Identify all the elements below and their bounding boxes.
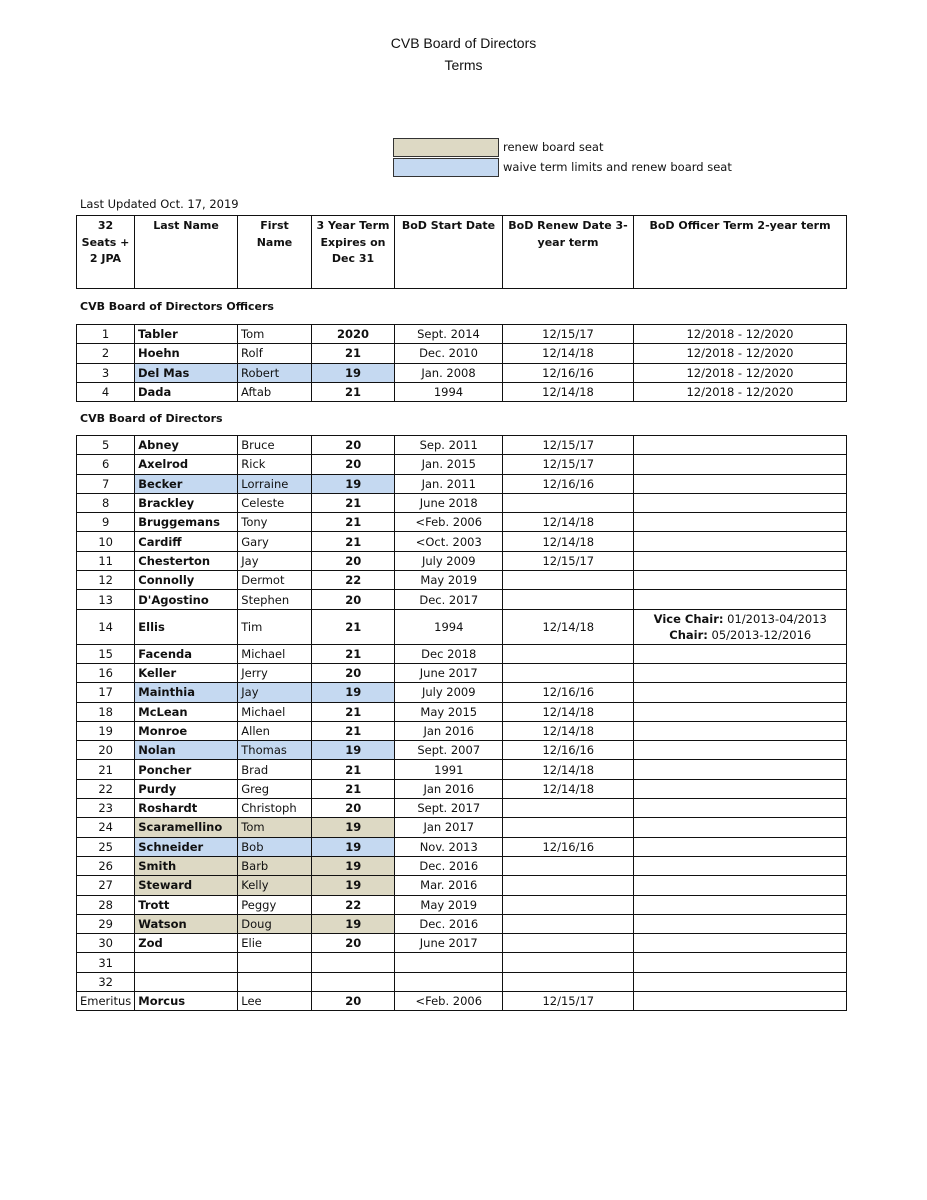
officer-term-cell — [634, 436, 847, 455]
renew-date-cell — [503, 590, 634, 609]
last-name-cell: Zod — [135, 934, 238, 953]
last-name-cell: Scaramellino — [135, 818, 238, 837]
last-name-cell: Cardiff — [135, 532, 238, 551]
renew-date-cell: 12/16/16 — [503, 474, 634, 493]
start-date-cell — [395, 953, 503, 972]
start-date-cell: Sep. 2011 — [395, 436, 503, 455]
first-name-cell: Rolf — [238, 344, 312, 363]
renew-date-cell: 12/14/18 — [503, 513, 634, 532]
legend-waive — [393, 157, 732, 177]
first-name-cell: Barb — [238, 856, 312, 875]
officer-term-cell — [634, 551, 847, 570]
first-name-cell: Christoph — [238, 799, 312, 818]
expires-cell — [312, 972, 395, 991]
start-date-cell: 1991 — [395, 760, 503, 779]
first-name-cell: Greg — [238, 779, 312, 798]
renew-date-cell — [503, 493, 634, 512]
expires-cell: 19 — [312, 914, 395, 933]
table-row — [77, 513, 847, 532]
officer-term-cell — [634, 953, 847, 972]
last-name-cell: Steward — [135, 876, 238, 895]
last-name-cell: Purdy — [135, 779, 238, 798]
first-name-cell: Bruce — [238, 436, 312, 455]
first-name-cell: Tom — [238, 325, 312, 344]
expires-cell: 2020 — [312, 325, 395, 344]
first-name-cell: Jay — [238, 551, 312, 570]
first-name-cell: Stephen — [238, 590, 312, 609]
seat-cell: 6 — [77, 455, 135, 474]
expires-cell: 19 — [312, 876, 395, 895]
table-row — [77, 551, 847, 570]
renew-date-cell — [503, 876, 634, 895]
first-name-cell: Elie — [238, 934, 312, 953]
seat-cell: 9 — [77, 513, 135, 532]
seat-cell: 28 — [77, 895, 135, 914]
officers-table — [76, 324, 847, 402]
table-row — [77, 972, 847, 991]
seat-cell: 12 — [77, 571, 135, 590]
first-name-cell: Tim — [238, 609, 312, 644]
start-date-cell: 1994 — [395, 609, 503, 644]
first-name-cell: Rick — [238, 455, 312, 474]
first-name-cell: Peggy — [238, 895, 312, 914]
renew-date-cell: 12/14/18 — [503, 382, 634, 401]
first-name-cell: Jerry — [238, 663, 312, 682]
renew-date-cell: 12/14/18 — [503, 779, 634, 798]
legend-renew-swatch — [393, 138, 499, 157]
expires-cell: 21 — [312, 644, 395, 663]
officer-term-cell — [634, 513, 847, 532]
seat-cell: 5 — [77, 436, 135, 455]
last-name-cell: Connolly — [135, 571, 238, 590]
officer-term-cell — [634, 609, 847, 644]
expires-cell: 21 — [312, 721, 395, 740]
first-name-cell — [238, 953, 312, 972]
table-row — [77, 644, 847, 663]
renew-date-cell: 12/16/16 — [503, 683, 634, 702]
table-row — [77, 455, 847, 474]
start-date-cell: Jan. 2011 — [395, 474, 503, 493]
officer-role: Vice Chair: — [653, 611, 724, 626]
start-date-cell: Dec. 2017 — [395, 590, 503, 609]
first-name-cell: Jay — [238, 683, 312, 702]
table-row — [77, 818, 847, 837]
expires-cell: 19 — [312, 856, 395, 875]
table-row — [77, 382, 847, 401]
expires-cell: 19 — [312, 741, 395, 760]
expires-cell: 22 — [312, 895, 395, 914]
last-name-cell: Morcus — [135, 992, 238, 1011]
start-date-cell: Jan 2016 — [395, 721, 503, 740]
renew-date-cell — [503, 644, 634, 663]
renew-date-cell — [503, 953, 634, 972]
expires-cell: 19 — [312, 818, 395, 837]
last-name-cell: Trott — [135, 895, 238, 914]
last-name-cell: Axelrod — [135, 455, 238, 474]
start-date-cell: <Oct. 2003 — [395, 532, 503, 551]
officer-term-cell — [634, 663, 847, 682]
start-date-cell: Dec. 2016 — [395, 914, 503, 933]
officer-term-cell — [634, 721, 847, 740]
expires-cell: 19 — [312, 683, 395, 702]
start-date-cell — [395, 972, 503, 991]
last-name-cell — [135, 953, 238, 972]
header-officer-term: BoD Officer Term 2-year term — [634, 216, 847, 289]
seat-cell: 2 — [77, 344, 135, 363]
expires-cell: 21 — [312, 760, 395, 779]
expires-cell: 20 — [312, 799, 395, 818]
start-date-cell: Sept. 2017 — [395, 799, 503, 818]
seat-cell: 20 — [77, 741, 135, 760]
last-name-cell: Bruggemans — [135, 513, 238, 532]
last-name-cell: Roshardt — [135, 799, 238, 818]
expires-cell: 19 — [312, 474, 395, 493]
legend-renew-label: renew board seat — [503, 140, 604, 154]
officer-term-cell — [634, 532, 847, 551]
last-name-cell: McLean — [135, 702, 238, 721]
officer-term-cell — [634, 644, 847, 663]
legend-waive-label: waive term limits and renew board seat — [503, 160, 732, 174]
start-date-cell: Jan. 2008 — [395, 363, 503, 382]
start-date-cell: <Feb. 2006 — [395, 513, 503, 532]
officer-term-cell — [634, 571, 847, 590]
expires-cell: 20 — [312, 992, 395, 1011]
officer-term-cell — [634, 683, 847, 702]
officer-term-cell: 12/2018 - 12/2020 — [634, 382, 847, 401]
renew-date-cell: 12/16/16 — [503, 741, 634, 760]
last-name-cell: Abney — [135, 436, 238, 455]
expires-cell: 21 — [312, 493, 395, 512]
start-date-cell: June 2017 — [395, 663, 503, 682]
start-date-cell: Nov. 2013 — [395, 837, 503, 856]
start-date-cell: <Feb. 2006 — [395, 992, 503, 1011]
seat-cell: 29 — [77, 914, 135, 933]
last-name-cell: Schneider — [135, 837, 238, 856]
start-date-cell: Dec 2018 — [395, 644, 503, 663]
officer-term-line — [637, 611, 843, 627]
renew-date-cell — [503, 799, 634, 818]
start-date-cell: Sept. 2014 — [395, 325, 503, 344]
seat-cell: 18 — [77, 702, 135, 721]
officer-term-dates: 05/2013-12/2016 — [711, 627, 812, 642]
expires-cell: 21 — [312, 609, 395, 644]
table-row — [77, 344, 847, 363]
first-name-cell: Dermot — [238, 571, 312, 590]
section-officers: CVB Board of Directors Officers — [80, 300, 274, 313]
expires-cell: 20 — [312, 436, 395, 455]
first-name-cell: Allen — [238, 721, 312, 740]
header-renew-date: BoD Renew Date 3-year term — [503, 216, 634, 289]
start-date-cell: Jan. 2015 — [395, 455, 503, 474]
first-name-cell: Lee — [238, 992, 312, 1011]
last-name-cell: Dada — [135, 382, 238, 401]
last-name-cell: Smith — [135, 856, 238, 875]
officer-term-dates: 01/2013-04/2013 — [727, 611, 827, 626]
expires-cell: 21 — [312, 532, 395, 551]
last-name-cell: Watson — [135, 914, 238, 933]
seat-cell: 25 — [77, 837, 135, 856]
legend-renew — [393, 137, 603, 157]
table-row — [77, 837, 847, 856]
table-row — [77, 895, 847, 914]
last-updated: Last Updated Oct. 17, 2019 — [80, 197, 239, 211]
officer-term-cell — [634, 818, 847, 837]
expires-cell: 20 — [312, 551, 395, 570]
expires-cell: 21 — [312, 344, 395, 363]
table-row — [77, 590, 847, 609]
header-seats: 32 Seats + 2 JPA — [77, 216, 135, 289]
last-name-cell: Monroe — [135, 721, 238, 740]
last-name-cell: Ellis — [135, 609, 238, 644]
seat-cell: 19 — [77, 721, 135, 740]
table-row — [77, 934, 847, 953]
first-name-cell: Doug — [238, 914, 312, 933]
last-name-cell: Mainthia — [135, 683, 238, 702]
seat-cell: 11 — [77, 551, 135, 570]
legend-waive-swatch — [393, 158, 499, 177]
seat-cell: 17 — [77, 683, 135, 702]
officer-term-cell: 12/2018 - 12/2020 — [634, 325, 847, 344]
first-name-cell — [238, 972, 312, 991]
last-name-cell — [135, 972, 238, 991]
seat-cell: 22 — [77, 779, 135, 798]
first-name-cell: Tom — [238, 818, 312, 837]
renew-date-cell: 12/15/17 — [503, 436, 634, 455]
table-row — [77, 914, 847, 933]
renew-date-cell — [503, 818, 634, 837]
last-name-cell: Nolan — [135, 741, 238, 760]
officer-role: Chair: — [669, 627, 708, 642]
expires-cell: 19 — [312, 363, 395, 382]
last-name-cell: Brackley — [135, 493, 238, 512]
last-name-cell: Facenda — [135, 644, 238, 663]
start-date-cell: Mar. 2016 — [395, 876, 503, 895]
table-row — [77, 436, 847, 455]
table-row — [77, 532, 847, 551]
expires-cell: 22 — [312, 571, 395, 590]
first-name-cell: Gary — [238, 532, 312, 551]
renew-date-cell: 12/15/17 — [503, 992, 634, 1011]
seat-cell: 7 — [77, 474, 135, 493]
table-row — [77, 571, 847, 590]
section-directors: CVB Board of Directors — [80, 412, 223, 425]
expires-cell: 20 — [312, 455, 395, 474]
seat-cell: 15 — [77, 644, 135, 663]
first-name-cell: Michael — [238, 644, 312, 663]
start-date-cell: June 2018 — [395, 493, 503, 512]
seat-cell: 23 — [77, 799, 135, 818]
start-date-cell: Sept. 2007 — [395, 741, 503, 760]
renew-date-cell: 12/14/18 — [503, 344, 634, 363]
renew-date-cell: 12/15/17 — [503, 551, 634, 570]
start-date-cell: Jan 2016 — [395, 779, 503, 798]
renew-date-cell — [503, 856, 634, 875]
start-date-cell: Jan 2017 — [395, 818, 503, 837]
header-table — [76, 215, 847, 289]
renew-date-cell: 12/14/18 — [503, 609, 634, 644]
first-name-cell: Bob — [238, 837, 312, 856]
first-name-cell: Tony — [238, 513, 312, 532]
expires-cell: 21 — [312, 702, 395, 721]
header-first-name: First Name — [238, 216, 312, 289]
first-name-cell: Lorraine — [238, 474, 312, 493]
officer-term-cell — [634, 914, 847, 933]
officer-term-cell — [634, 493, 847, 512]
last-name-cell: Del Mas — [135, 363, 238, 382]
seat-cell: Emeritus — [77, 992, 135, 1011]
officer-term-cell — [634, 837, 847, 856]
table-row — [77, 325, 847, 344]
officer-term-cell — [634, 799, 847, 818]
table-row — [77, 992, 847, 1011]
table-row — [77, 363, 847, 382]
table-row — [77, 721, 847, 740]
seat-cell: 32 — [77, 972, 135, 991]
renew-date-cell: 12/14/18 — [503, 532, 634, 551]
officer-term-cell — [634, 779, 847, 798]
table-row — [77, 760, 847, 779]
start-date-cell: July 2009 — [395, 683, 503, 702]
first-name-cell: Brad — [238, 760, 312, 779]
last-name-cell: Hoehn — [135, 344, 238, 363]
renew-date-cell — [503, 663, 634, 682]
officer-term-cell — [634, 702, 847, 721]
seat-cell: 10 — [77, 532, 135, 551]
table-row — [77, 474, 847, 493]
start-date-cell: May 2015 — [395, 702, 503, 721]
renew-date-cell: 12/15/17 — [503, 455, 634, 474]
renew-date-cell: 12/14/18 — [503, 760, 634, 779]
renew-date-cell: 12/15/17 — [503, 325, 634, 344]
page-subtitle: Terms — [444, 57, 483, 73]
table-row — [77, 663, 847, 682]
seat-cell: 16 — [77, 663, 135, 682]
officer-term-cell — [634, 972, 847, 991]
seat-cell: 31 — [77, 953, 135, 972]
seat-cell: 21 — [77, 760, 135, 779]
officer-term-cell — [634, 934, 847, 953]
renew-date-cell — [503, 895, 634, 914]
last-name-cell: Chesterton — [135, 551, 238, 570]
expires-cell — [312, 953, 395, 972]
start-date-cell: June 2017 — [395, 934, 503, 953]
renew-date-cell: 12/14/18 — [503, 702, 634, 721]
header-last-name: Last Name — [135, 216, 238, 289]
directors-table — [76, 435, 847, 1011]
table-row — [77, 876, 847, 895]
officer-term-cell — [634, 474, 847, 493]
renew-date-cell: 12/16/16 — [503, 837, 634, 856]
start-date-cell: Dec. 2016 — [395, 856, 503, 875]
expires-cell: 20 — [312, 590, 395, 609]
table-row — [77, 856, 847, 875]
seat-cell: 27 — [77, 876, 135, 895]
renew-date-cell: 12/14/18 — [503, 721, 634, 740]
seat-cell: 24 — [77, 818, 135, 837]
last-name-cell: D'Agostino — [135, 590, 238, 609]
table-row — [77, 493, 847, 512]
table-row — [77, 683, 847, 702]
officer-term-cell — [634, 455, 847, 474]
renew-date-cell: 12/16/16 — [503, 363, 634, 382]
seat-cell: 30 — [77, 934, 135, 953]
first-name-cell: Robert — [238, 363, 312, 382]
table-row — [77, 741, 847, 760]
last-name-cell: Tabler — [135, 325, 238, 344]
seat-cell: 14 — [77, 609, 135, 644]
table-row — [77, 779, 847, 798]
first-name-cell: Thomas — [238, 741, 312, 760]
header-start-date: BoD Start Date — [395, 216, 503, 289]
seat-cell: 13 — [77, 590, 135, 609]
last-name-cell: Poncher — [135, 760, 238, 779]
renew-date-cell — [503, 914, 634, 933]
page-title: CVB Board of Directors — [390, 35, 537, 51]
seat-cell: 1 — [77, 325, 135, 344]
officer-term-cell — [634, 856, 847, 875]
expires-cell: 21 — [312, 513, 395, 532]
first-name-cell: Michael — [238, 702, 312, 721]
table-row — [77, 609, 847, 644]
expires-cell: 21 — [312, 382, 395, 401]
seat-cell: 4 — [77, 382, 135, 401]
start-date-cell: Dec. 2010 — [395, 344, 503, 363]
start-date-cell: July 2009 — [395, 551, 503, 570]
officer-term-cell — [634, 590, 847, 609]
officer-term-cell: 12/2018 - 12/2020 — [634, 363, 847, 382]
expires-cell: 20 — [312, 663, 395, 682]
first-name-cell: Celeste — [238, 493, 312, 512]
expires-cell: 19 — [312, 837, 395, 856]
start-date-cell: May 2019 — [395, 571, 503, 590]
seat-cell: 8 — [77, 493, 135, 512]
expires-cell: 20 — [312, 934, 395, 953]
last-name-cell: Keller — [135, 663, 238, 682]
first-name-cell: Kelly — [238, 876, 312, 895]
last-name-cell: Becker — [135, 474, 238, 493]
start-date-cell: 1994 — [395, 382, 503, 401]
table-row — [77, 702, 847, 721]
table-row — [77, 953, 847, 972]
table-row — [77, 799, 847, 818]
officer-term-cell — [634, 895, 847, 914]
start-date-cell: May 2019 — [395, 895, 503, 914]
expires-cell: 21 — [312, 779, 395, 798]
renew-date-cell — [503, 571, 634, 590]
officer-term-cell — [634, 992, 847, 1011]
seat-cell: 26 — [77, 856, 135, 875]
renew-date-cell — [503, 934, 634, 953]
officer-term-cell: 12/2018 - 12/2020 — [634, 344, 847, 363]
header-expires: 3 Year Term Expires on Dec 31 — [312, 216, 395, 289]
seat-cell: 3 — [77, 363, 135, 382]
first-name-cell: Aftab — [238, 382, 312, 401]
officer-term-cell — [634, 760, 847, 779]
officer-term-cell — [634, 741, 847, 760]
renew-date-cell — [503, 972, 634, 991]
officer-term-cell — [634, 876, 847, 895]
officer-term-line — [637, 627, 843, 643]
